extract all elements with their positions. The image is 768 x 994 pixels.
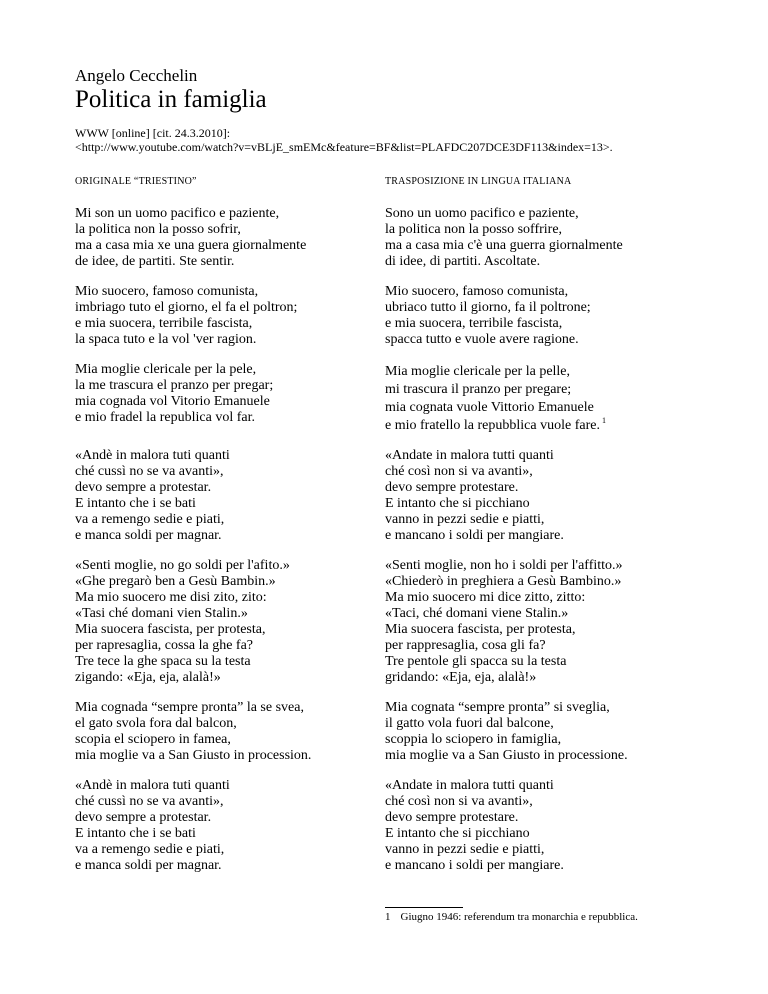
stanza-row xyxy=(75,700,715,764)
footnote-divider xyxy=(385,907,463,908)
stanza-original: «Andè in malora tuti quanti ché cussì no se va avanti», devo sempre a protestar. E intanto che i se bati va a remengo sedie e piati, e manca soldi per magnar. xyxy=(75,448,230,543)
document-page xyxy=(75,66,715,874)
footnote-area xyxy=(385,907,725,924)
stanza-italian: «Senti moglie, non ho i soldi per l'affitto.» «Chiederò in preghiera a Gesù Bambino.» Ma mio suocero mi dice zitto, zitto: «Taci, ché domani viene Stalin.» Mia suocera fascista, per protesta, per rappresaglia, cosa gli fa? Tre pentole gli spacca su la testa gridando: «Eja, eja, alalà!» xyxy=(385,558,623,685)
stanza-original: Mia moglie clericale per la pele, la me trascura el pranzo per pregar; mia cognada vol Vitorio Emanuele e mio fradel la republica vol far. xyxy=(75,362,274,425)
source-url: <http://www.youtube.com/watch?v=vBLjE_smEMc&feature=BF&list=PLAFDC207DCE3DF113&index=13>. xyxy=(75,140,613,154)
footnote-reference[interactable]: 1 xyxy=(601,415,606,425)
stanza-italian: Mio suocero, famoso comunista, ubriaco tutto il giorno, fa il poltrone; e mia suocera, terribile fascista, spacca tutto e vuole avere ragione. xyxy=(385,284,591,347)
stanza-row xyxy=(75,448,715,544)
left-column-heading: ORIGINALE “TRIESTINO” xyxy=(75,176,197,187)
stanza-original: Mia cognada “sempre pronta” la se svea, el gato svola fora dal balcon, scopia el sciopero in famea, mia moglie va a San Giusto in procession. xyxy=(75,700,312,763)
column-headings xyxy=(75,176,715,188)
footnote-text: Giugno 1946: referendum tra monarchia e repubblica. xyxy=(400,911,638,923)
poem-title: Politica in famiglia xyxy=(75,86,267,113)
stanza-rows xyxy=(75,206,715,874)
source-citation: WWW [online] [cit. 24.3.2010]: xyxy=(75,126,231,140)
stanza-italian: Mia moglie clericale per la pelle, mi trascura il pranzo per pregare; mia cognata vuole Vittorio Emanuele e mio fratello la repubblica vuole fare. xyxy=(385,364,600,433)
stanza-italian: «Andate in malora tutti quanti ché così non si va avanti», devo sempre protestare. E intanto che si picchiano vanno in pezzi sedie e piatti, e mancano i soldi per mangiare. xyxy=(385,448,564,543)
stanza-italian: Sono un uomo pacifico e paziente, la politica non la posso soffrire, ma a casa mia c'è una guerra giornalmente di idee, di partiti. Ascoltate. xyxy=(385,206,623,269)
stanza-row xyxy=(75,558,715,686)
stanza-row xyxy=(75,206,715,270)
stanza-row xyxy=(75,362,715,434)
stanza-italian: «Andate in malora tutti quanti ché così non si va avanti», devo sempre protestare. E intanto che si picchiano vanno in pezzi sedie e piatti, e mancano i soldi per mangiare. xyxy=(385,778,564,873)
stanza-original: «Andè in malora tuti quanti ché cussì no se va avanti», devo sempre a protestar. E intanto che i se bati va a remengo sedie e piati, e manca soldi per magnar. xyxy=(75,778,230,873)
stanza-row xyxy=(75,778,715,874)
stanza-italian-wrapper xyxy=(385,362,695,434)
right-column-heading: TRASPOSIZIONE IN LINGUA ITALIANA xyxy=(385,176,572,187)
stanza-row xyxy=(75,284,715,348)
author-name: Angelo Cecchelin xyxy=(75,66,198,85)
footnote xyxy=(385,911,725,924)
stanza-original: Mio suocero, famoso comunista, imbriago tuto el giorno, el fa el poltron; e mia suocera, terribile fascista, la spaca tuto e la vol 'ver ragion. xyxy=(75,284,298,347)
footnote-number: 1 xyxy=(385,911,391,923)
stanza-italian: Mia cognata “sempre pronta” si sveglia, il gatto vola fuori dal balcone, scoppia lo sciopero in famiglia, mia moglie va a San Giusto in processione. xyxy=(385,700,628,763)
stanza-original: Mi son un uomo pacifico e paziente, la politica non la posso sofrir, ma a casa mia xe una guera giornalmente de idee, de partiti. Ste sentir. xyxy=(75,206,307,269)
stanza-original: «Senti moglie, no go soldi per l'afito.» «Ghe pregarò ben a Gesù Bambin.» Ma mio suocero me disi zito, zito: «Tasi ché domani vien Stalin.» Mia suocera fascista, per protesta, per rapresaglia, cossa la ghe fa? Tre tece la ghe spaca su la testa zigando: «Eja, eja, alalà!» xyxy=(75,558,290,685)
